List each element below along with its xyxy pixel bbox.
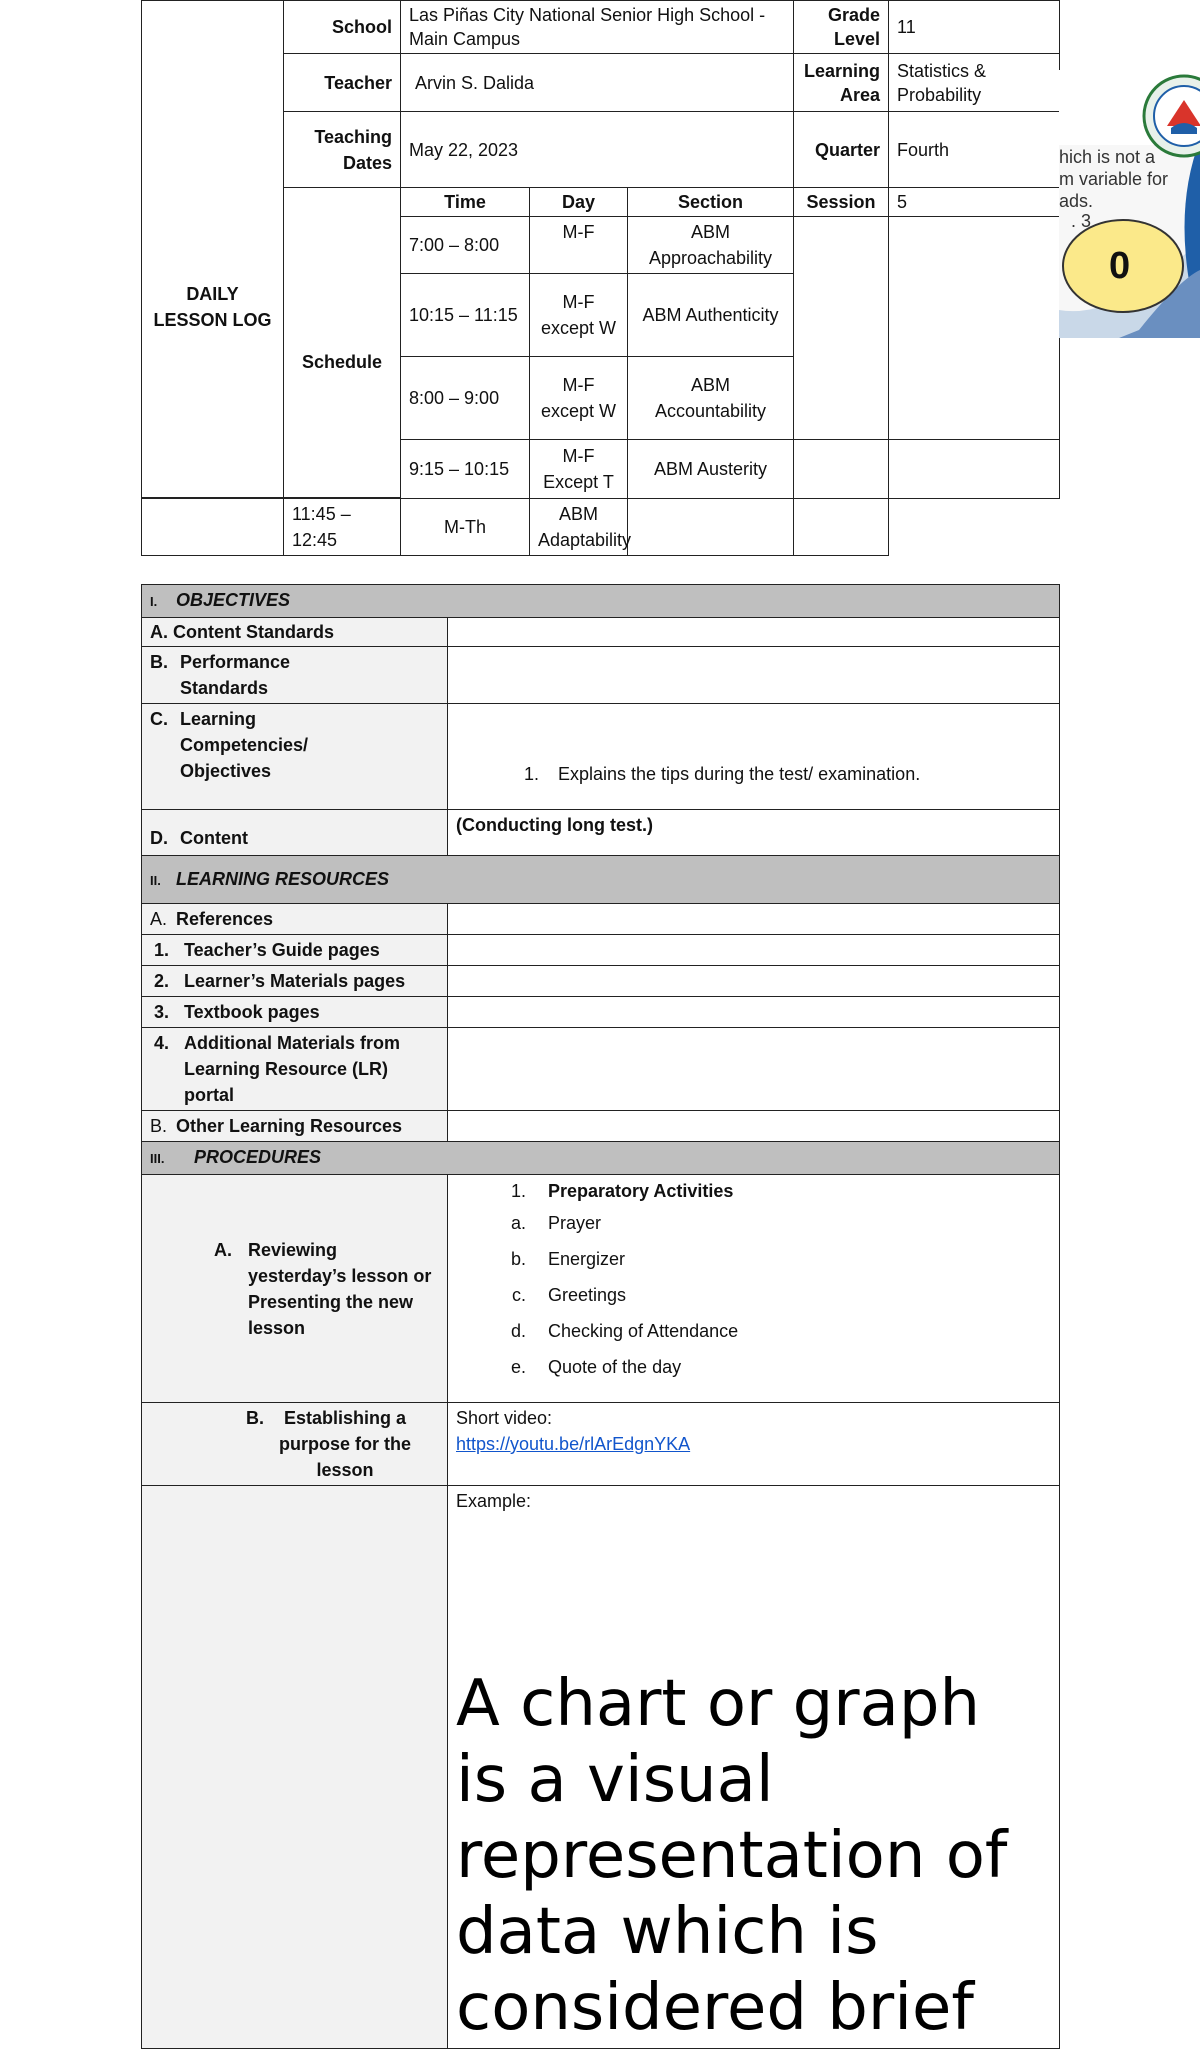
objectives-header	[142, 585, 1060, 618]
teacher-label: Teacher	[284, 54, 401, 112]
area-label: Learning Area	[794, 54, 889, 112]
procedure-a-content	[448, 1175, 1060, 1403]
objectives-num: I.	[150, 594, 158, 609]
overlay-line-2: m variable for	[1059, 169, 1169, 189]
performance-num: B.	[150, 652, 168, 672]
header-table	[141, 0, 1060, 556]
quarter-value: Fourth	[889, 112, 1060, 188]
prep-item: a. Prayer	[510, 1213, 602, 1233]
schedule-time: 8:00 – 9:00	[401, 357, 530, 440]
competency-item: Explains the tips during the test/ examination.	[558, 764, 921, 784]
resource-num: 2.	[154, 971, 170, 991]
references-num: A.	[150, 909, 168, 929]
resource-num: 4.	[154, 1033, 170, 1053]
dll-title: DAILY LESSON LOG	[142, 1, 284, 556]
dates-value: May 22, 2023	[401, 112, 794, 188]
resource-num: 3.	[154, 1002, 170, 1022]
performance-value	[448, 647, 1060, 704]
performance-label: Performance Standards	[180, 652, 291, 698]
resources-title: LEARNING RESOURCES	[176, 868, 390, 889]
resource-item	[142, 966, 1060, 997]
grade-label: Grade Level	[794, 1, 889, 54]
session-blank-3	[794, 440, 889, 499]
performance-standards	[142, 647, 448, 704]
content-value: (Conducting long test.)	[448, 810, 1060, 856]
competency-item-num: 1.	[524, 764, 540, 784]
competencies-num: C.	[150, 709, 168, 729]
teacher-value: Arvin S. Dalida	[401, 54, 794, 112]
blank-cell	[628, 499, 794, 556]
schedule-label: Schedule	[284, 188, 401, 499]
resource-value	[448, 1028, 1060, 1111]
session-blank-4	[889, 440, 1060, 499]
content-standards-label: A. Content Standards	[142, 618, 448, 647]
session-label: Session	[794, 188, 889, 217]
schedule-time: 11:45 – 12:45	[284, 499, 401, 556]
resources-num: II.	[150, 872, 161, 888]
schedule-section: ABM Austerity	[628, 440, 794, 499]
prep-num: 1.	[510, 1181, 526, 1201]
chart-definition-text: A chart or graph is a visual representation of data which is considered brief	[456, 1667, 1008, 2045]
overlay-line-4: . 3	[1071, 211, 1092, 231]
prep-list	[456, 1205, 1051, 1385]
video-link[interactable]: https://youtu.be/rlArEdgnYKA	[456, 1434, 691, 1454]
procedure-b-label: Establishing a purpose for the lesson	[278, 1408, 411, 1480]
schedule-section: ABM Adaptability	[530, 499, 628, 556]
schedule-day: M-F Except T	[530, 440, 628, 499]
session-blank-2	[889, 217, 1060, 440]
content-num: D.	[150, 828, 168, 848]
prep-item: e. Quote of the day	[510, 1357, 682, 1377]
resource-value	[448, 966, 1060, 997]
prep-item: d. Checking of Attendance	[510, 1321, 739, 1341]
resource-num: 1.	[154, 940, 170, 960]
other-resources-label: Other Learning Resources	[176, 1116, 403, 1136]
quiz-slide-image	[1059, 70, 1200, 338]
main-table	[141, 584, 1060, 2049]
learning-competencies	[142, 704, 448, 810]
procedure-b-num: B.	[246, 1408, 264, 1428]
resource-label: Additional Materials from Learning Resource (LR) portal	[184, 1033, 401, 1105]
objectives-title: OBJECTIVES	[176, 590, 291, 610]
content-row	[142, 810, 448, 856]
competencies-label: Learning Competencies/ Objectives	[180, 709, 309, 781]
procedure-a	[142, 1175, 448, 1403]
resource-label: Teacher’s Guide pages	[184, 940, 380, 960]
schedule-day: M-F except W	[530, 357, 628, 440]
other-resources-num: B.	[150, 1116, 168, 1136]
overlay-line-1: hich is not a	[1059, 147, 1156, 167]
procedure-a-num: A.	[214, 1239, 232, 1260]
schedule-time: 7:00 – 8:00	[401, 217, 530, 274]
resource-item	[142, 997, 1060, 1028]
session-blank	[794, 217, 889, 440]
procedure-b-content	[448, 1403, 1060, 1486]
resource-value	[448, 997, 1060, 1028]
grade-value: 11	[889, 1, 1060, 54]
resource-item	[142, 1028, 1060, 1111]
short-video-label: Short video:	[456, 1408, 553, 1428]
blank-cell-2	[794, 499, 889, 556]
resource-item	[142, 935, 1060, 966]
content-label: Content	[180, 828, 248, 848]
schedule-time: 9:15 – 10:15	[401, 440, 530, 499]
overlay-score: 0	[1109, 245, 1131, 287]
session-value: 5	[889, 188, 1060, 217]
procedure-a-label: Reviewing yesterday’s lesson or Presenting the new lesson	[248, 1239, 432, 1338]
procedure-b	[142, 1403, 448, 1486]
quarter-label: Quarter	[794, 112, 889, 188]
area-value: Statistics & Probability	[889, 54, 1060, 112]
procedure-c-content	[448, 1486, 1060, 2049]
schedule-day: M-Th	[401, 499, 530, 556]
other-resources-value	[448, 1111, 1060, 1142]
procedures-title: PROCEDURES	[194, 1147, 322, 1167]
resource-label: Textbook pages	[184, 1002, 320, 1022]
references-label: References	[176, 909, 274, 929]
content-standards-value	[448, 618, 1060, 647]
schedule-day: M-F	[530, 217, 628, 274]
schedule-time: 10:15 – 11:15	[401, 274, 530, 357]
schedule-section: ABM Authenticity	[628, 274, 794, 357]
resource-label: Learner’s Materials pages	[184, 971, 406, 991]
references-row	[142, 904, 448, 935]
prep-title: Preparatory Activities	[548, 1181, 734, 1201]
competencies-value	[448, 704, 1060, 810]
schedule-day: M-F except W	[530, 274, 628, 357]
school-value: Las Piñas City National Senior High School - Main Campus	[401, 1, 794, 54]
procedures-header	[142, 1142, 1060, 1175]
schedule-section: ABM Approachability	[628, 217, 794, 274]
schedule-section: ABM Accountability	[628, 357, 794, 440]
example-label: Example:	[456, 1491, 532, 1511]
procedures-num: III.	[150, 1151, 165, 1166]
procedure-c	[142, 1486, 448, 2049]
prep-item: c. Greetings	[511, 1285, 627, 1305]
prep-item: b. Energizer	[510, 1249, 626, 1269]
overlay-line-3: ads.	[1059, 191, 1094, 211]
other-resources-row	[142, 1111, 448, 1142]
school-label: School	[284, 1, 401, 54]
dates-label: Teaching Dates	[284, 112, 401, 188]
resource-value	[448, 935, 1060, 966]
dll-divider	[141, 497, 401, 499]
col-time: Time	[401, 188, 530, 217]
references-value	[448, 904, 1060, 935]
resources-header	[142, 856, 1060, 904]
col-day: Day	[530, 188, 628, 217]
col-section: Section	[628, 188, 794, 217]
